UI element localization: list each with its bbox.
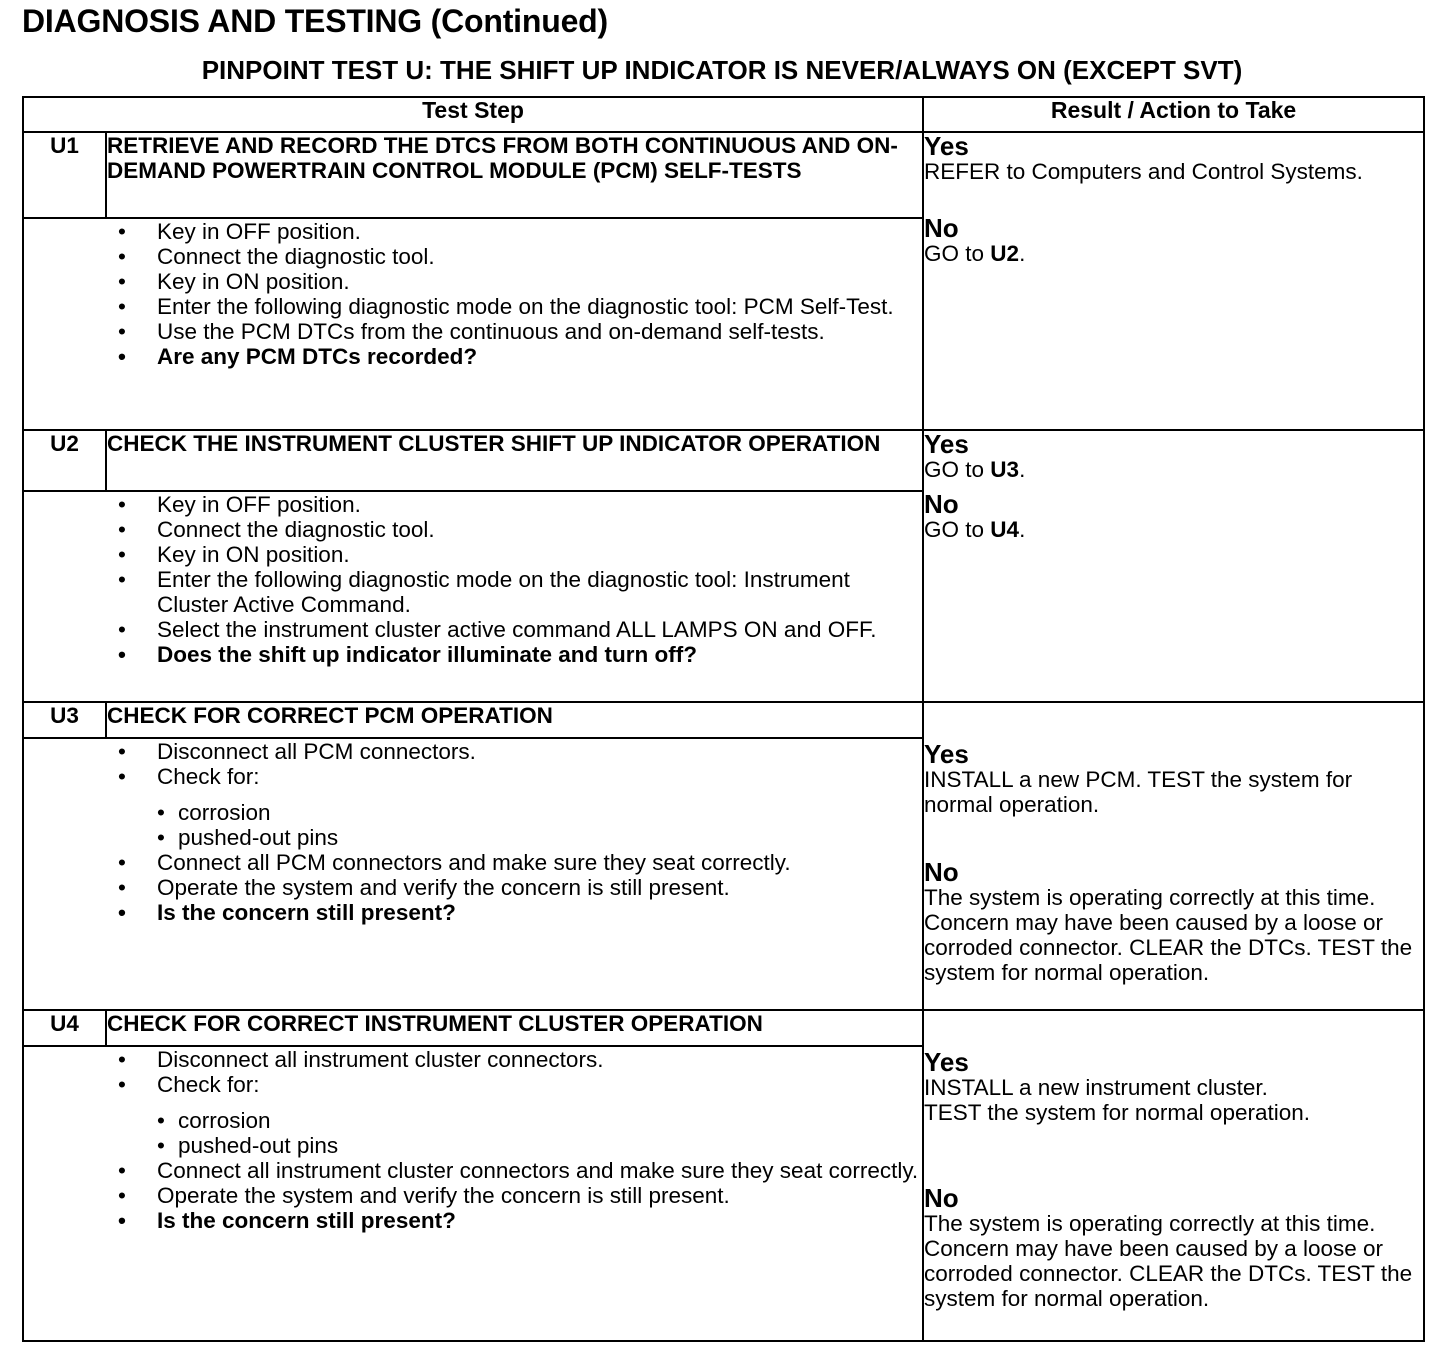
list-item: • Enter the following diagnostic mode on the diagnostic tool: Instrument Cluster Active Command.	[24, 567, 922, 617]
list-item: • corrosion	[157, 800, 922, 825]
column-header-test-step: Test Step	[23, 97, 923, 132]
step-id: U2	[23, 430, 106, 491]
no-label: No	[924, 213, 959, 243]
step-bullet-list	[24, 219, 922, 369]
list-item: • Operate the system and verify the concern is still present.	[24, 1183, 922, 1208]
step-id: U1	[23, 132, 106, 218]
list-item: • Connect the diagnostic tool.	[24, 244, 922, 269]
step-title-row	[23, 430, 1424, 491]
sub-bullet-list	[157, 1108, 922, 1158]
step-body	[23, 738, 923, 1010]
yes-label: Yes	[924, 739, 969, 769]
go-to-step-link[interactable]: U4	[990, 517, 1020, 542]
list-item: • Operate the system and verify the concern is still present.	[24, 875, 922, 900]
list-item: • Disconnect all PCM connectors.	[24, 739, 922, 764]
list-item: • corrosion	[157, 1108, 922, 1133]
step-result	[923, 132, 1424, 430]
step-question: • Are any PCM DTCs recorded?	[24, 344, 922, 369]
step-bullet-list	[24, 739, 922, 925]
step-body	[23, 1046, 923, 1341]
no-action: GO to U4.	[924, 517, 1026, 542]
list-item: • Key in ON position.	[24, 542, 922, 567]
yes-label: Yes	[924, 429, 969, 459]
page-title: DIAGNOSIS AND TESTING (Continued)	[22, 3, 608, 39]
step-bullet-list	[24, 492, 922, 667]
no-label: No	[924, 857, 959, 887]
yes-action: INSTALL a new PCM. TEST the system for normal operation.	[924, 767, 1353, 817]
list-item: • Key in OFF position.	[24, 492, 922, 517]
list-item: • pushed-out pins	[157, 1133, 922, 1158]
step-result	[923, 430, 1424, 702]
no-action: The system is operating correctly at this time. Concern may have been caused by a loose or corroded connector. CLEAR the DTCs. TEST the system for normal operation.	[924, 885, 1413, 985]
yes-action: TEST the system for normal operation.	[924, 1100, 1311, 1125]
step-title: RETRIEVE AND RECORD THE DTCS FROM BOTH CONTINUOUS AND ON-DEMAND POWERTRAIN CONTROL MODULE (PCM) SELF-TESTS	[106, 132, 923, 218]
list-item: • Enter the following diagnostic mode on the diagnostic tool: PCM Self-Test.	[24, 294, 922, 319]
pinpoint-test-title: PINPOINT TEST U: THE SHIFT UP INDICATOR IS NEVER/ALWAYS ON (EXCEPT SVT)	[201, 55, 1243, 85]
yes-action: INSTALL a new instrument cluster.	[924, 1075, 1268, 1100]
list-item: • Check for: • corrosion • pushed-out pins	[24, 1072, 922, 1158]
yes-action: REFER to Computers and Control Systems.	[924, 159, 1363, 184]
list-item: • Connect the diagnostic tool.	[24, 517, 922, 542]
step-id: U3	[23, 702, 106, 738]
step-title-row	[23, 702, 1424, 738]
step-title-row	[23, 132, 1424, 218]
pinpoint-test-table	[22, 96, 1425, 1342]
list-item: • pushed-out pins	[157, 825, 922, 850]
step-question: • Is the concern still present?	[24, 900, 922, 925]
yes-label: Yes	[924, 131, 969, 161]
step-body	[23, 491, 923, 702]
list-item: • Check for: • corrosion • pushed-out pins	[24, 764, 922, 850]
step-result	[923, 1010, 1424, 1341]
list-item: • Key in ON position.	[24, 269, 922, 294]
step-question: • Does the shift up indicator illuminate and turn off?	[24, 642, 922, 667]
list-item: • Key in OFF position.	[24, 219, 922, 244]
no-action: The system is operating correctly at this time. Concern may have been caused by a loose or corroded connector. CLEAR the DTCs. TEST the system for normal operation.	[924, 1211, 1413, 1311]
column-header-result-action: Result / Action to Take	[923, 97, 1424, 132]
yes-action: GO to U3.	[924, 457, 1026, 482]
list-item: • Connect all PCM connectors and make sure they seat correctly.	[24, 850, 922, 875]
list-item: • Use the PCM DTCs from the continuous and on-demand self-tests.	[24, 319, 922, 344]
no-action: GO to U2.	[924, 241, 1026, 266]
step-title: CHECK FOR CORRECT INSTRUMENT CLUSTER OPERATION	[106, 1010, 923, 1046]
step-id: U4	[23, 1010, 106, 1046]
step-bullet-list	[24, 1047, 922, 1233]
go-to-step-link[interactable]: U3	[990, 457, 1020, 482]
go-to-step-link[interactable]: U2	[990, 241, 1020, 266]
sub-bullet-list	[157, 800, 922, 850]
no-label: No	[924, 1183, 959, 1213]
yes-label: Yes	[924, 1047, 969, 1077]
list-item: • Select the instrument cluster active command ALL LAMPS ON and OFF.	[24, 617, 922, 642]
step-question: • Is the concern still present?	[24, 1208, 922, 1233]
step-title-row	[23, 1010, 1424, 1046]
step-title: CHECK THE INSTRUMENT CLUSTER SHIFT UP INDICATOR OPERATION	[106, 430, 923, 491]
step-body	[23, 218, 923, 430]
table-header-row	[23, 97, 1424, 132]
step-result	[923, 702, 1424, 1010]
list-item: • Connect all instrument cluster connectors and make sure they seat correctly.	[24, 1158, 922, 1183]
list-item: • Disconnect all instrument cluster connectors.	[24, 1047, 922, 1072]
no-label: No	[924, 489, 959, 519]
step-title: CHECK FOR CORRECT PCM OPERATION	[106, 702, 923, 738]
